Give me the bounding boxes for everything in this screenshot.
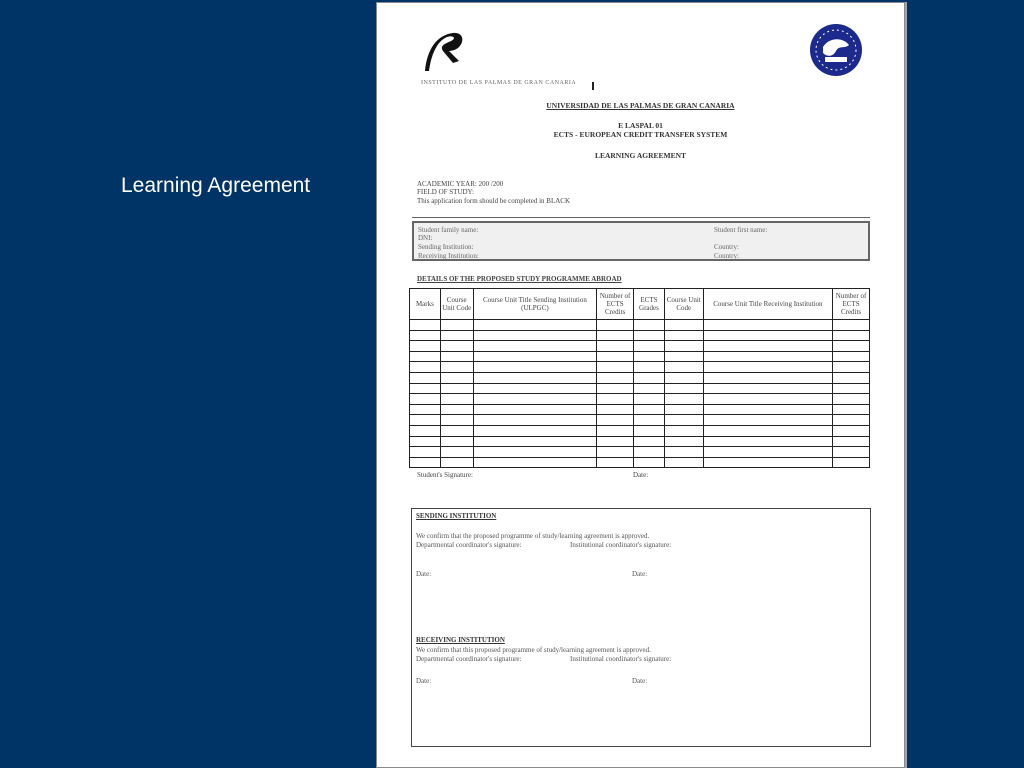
sending-confirm-text: We confirm that the proposed programme of study/learning agreement is approved. (416, 532, 650, 540)
table-row (410, 372, 870, 383)
table-cell (703, 383, 833, 394)
table-cell (703, 394, 833, 405)
table-cell (833, 447, 870, 458)
table-cell (440, 372, 473, 383)
table-cell (833, 330, 870, 341)
table-cell (634, 425, 665, 436)
table-row (410, 415, 870, 426)
table-cell (703, 404, 833, 415)
details-heading: DETAILS OF THE PROPOSED STUDY PROGRAMME ABROAD (417, 275, 622, 283)
student-family-name-label: Student family name: (418, 226, 479, 234)
table-cell (410, 425, 441, 436)
table-cell (597, 425, 634, 436)
table-cell (440, 415, 473, 426)
table-row (410, 351, 870, 362)
field-of-study: FIELD OF STUDY: (417, 188, 474, 196)
student-info-box (412, 221, 870, 261)
table-cell (634, 330, 665, 341)
table-cell (664, 404, 703, 415)
institution-line: INSTITUTO DE LAS PALMAS DE GRAN CANARIA (421, 80, 577, 86)
table-header: Course Unit Code (440, 289, 473, 320)
table-cell (634, 457, 665, 468)
slide-title: Learning Agreement (121, 174, 311, 197)
table-cell (703, 341, 833, 352)
table-cell (440, 457, 473, 468)
table-cell (410, 372, 441, 383)
table-cell (473, 436, 597, 447)
table-cell (597, 404, 634, 415)
text-cursor-mark (592, 82, 594, 90)
table-cell (833, 351, 870, 362)
table-cell (440, 383, 473, 394)
table-body (410, 320, 870, 468)
country-label: Country: (714, 252, 739, 260)
table-cell (833, 372, 870, 383)
dni-label: DNI: (418, 234, 433, 242)
table-cell (597, 351, 634, 362)
table-header: Course Unit Code (664, 289, 703, 320)
table-cell (664, 330, 703, 341)
table-cell (703, 457, 833, 468)
form-code: E LASPAL 01 (618, 121, 663, 130)
receiving-date-left: Date: (416, 677, 432, 685)
table-row (410, 457, 870, 468)
ects-line: ECTS - EUROPEAN CREDIT TRANSFER SYSTEM (553, 130, 728, 139)
table-cell (664, 351, 703, 362)
document-page (376, 2, 905, 768)
table-cell (833, 436, 870, 447)
table-cell (634, 372, 665, 383)
table-cell (597, 383, 634, 394)
table-cell (440, 320, 473, 331)
table-cell (597, 362, 634, 373)
table-row (410, 320, 870, 331)
table-cell (664, 394, 703, 405)
table-cell (634, 394, 665, 405)
table-cell (440, 394, 473, 405)
sending-inst-signature: Institutional coordinator's signature: (570, 541, 672, 549)
table-cell (833, 383, 870, 394)
table-row (410, 394, 870, 405)
table-cell (410, 330, 441, 341)
table-cell (597, 320, 634, 331)
table-cell (597, 457, 634, 468)
academic-year: ACADEMIC YEAR: 200 /200 (417, 180, 504, 188)
study-programme-table (409, 288, 870, 468)
table-cell (410, 404, 441, 415)
table-cell (410, 383, 441, 394)
table-cell (833, 362, 870, 373)
table-cell (664, 362, 703, 373)
table-cell (473, 457, 597, 468)
receiving-confirm-text: We confirm that this proposed programme of study/learning agreement is approved. (416, 646, 651, 654)
table-cell (703, 330, 833, 341)
table-cell (634, 404, 665, 415)
table-cell (703, 425, 833, 436)
table-cell (410, 436, 441, 447)
sending-dept-signature: Departmental coordinator's signature: (416, 541, 522, 549)
table-cell (473, 351, 597, 362)
table-cell (473, 372, 597, 383)
table-cell (634, 320, 665, 331)
table-cell (410, 341, 441, 352)
table-cell (440, 425, 473, 436)
table-cell (634, 436, 665, 447)
student-first-name-label: Student first name: (714, 226, 768, 234)
table-cell (410, 415, 441, 426)
table-cell (473, 383, 597, 394)
table-cell (410, 351, 441, 362)
table-cell (634, 362, 665, 373)
table-cell (664, 457, 703, 468)
table-row (410, 447, 870, 458)
receiving-inst-signature: Institutional coordinator's signature: (570, 655, 672, 663)
country-label: Country: (714, 243, 739, 251)
table-row (410, 436, 870, 447)
table-cell (634, 447, 665, 458)
table-cell (833, 415, 870, 426)
table-cell (703, 362, 833, 373)
table-cell (440, 362, 473, 373)
table-header: Course Unit Title Receiving Institution (703, 289, 833, 320)
table-cell (473, 425, 597, 436)
table-cell (473, 320, 597, 331)
table-cell (473, 404, 597, 415)
sending-date-left: Date: (416, 570, 432, 578)
table-cell (410, 394, 441, 405)
table-cell (664, 425, 703, 436)
table-cell (410, 447, 441, 458)
table-cell (703, 447, 833, 458)
divider (412, 217, 870, 218)
table-cell (473, 394, 597, 405)
receiving-institution-heading: RECEIVING INSTITUTION (416, 636, 505, 644)
institutions-box (411, 508, 871, 747)
table-cell (410, 362, 441, 373)
table-cell (473, 447, 597, 458)
sending-institution-heading: SENDING INSTITUTION (416, 512, 497, 520)
table-cell (440, 341, 473, 352)
receiving-date-right: Date: (632, 677, 648, 685)
table-cell (664, 436, 703, 447)
table-cell (597, 330, 634, 341)
table-cell (473, 341, 597, 352)
table-cell (703, 372, 833, 383)
table-cell (703, 415, 833, 426)
table-cell (410, 320, 441, 331)
table-cell (664, 341, 703, 352)
table-header: Number of ECTS Credits (597, 289, 634, 320)
table-header: ECTS Grades (634, 289, 665, 320)
student-signature-label: Student's Signature: (417, 471, 473, 479)
table-cell (664, 372, 703, 383)
table-cell (440, 436, 473, 447)
table-row (410, 425, 870, 436)
table-cell (703, 436, 833, 447)
table-row (410, 383, 870, 394)
table-header: Course Unit Title Sending Institution (ULPGC) (473, 289, 597, 320)
table-cell (833, 457, 870, 468)
table-cell (703, 351, 833, 362)
table-row (410, 362, 870, 373)
table-cell (597, 447, 634, 458)
table-cell (703, 320, 833, 331)
table-cell (473, 330, 597, 341)
table-cell (664, 447, 703, 458)
table-row (410, 330, 870, 341)
table-cell (664, 383, 703, 394)
instructions: This application form should be completed in BLACK (417, 197, 571, 205)
table-cell (440, 447, 473, 458)
table-header: Marks (410, 289, 441, 320)
table-cell (634, 351, 665, 362)
sending-date-right: Date: (632, 570, 648, 578)
table-cell (664, 415, 703, 426)
date-label: Date: (633, 471, 649, 479)
table-header: Number of ECTS Credits (833, 289, 870, 320)
table-cell (440, 351, 473, 362)
table-cell (473, 362, 597, 373)
form-title: LEARNING AGREEMENT (594, 151, 687, 160)
table-cell (833, 341, 870, 352)
sending-institution-label: Sending Institution: (418, 243, 474, 251)
table-cell (440, 330, 473, 341)
university-name: UNIVERSIDAD DE LAS PALMAS DE GRAN CANARIA (546, 101, 735, 110)
table-cell (634, 415, 665, 426)
receiving-dept-signature: Departmental coordinator's signature: (416, 655, 522, 663)
table-cell (597, 394, 634, 405)
table-cell (597, 415, 634, 426)
table-cell (440, 404, 473, 415)
receiving-institution-label: Receiving Institution: (418, 252, 479, 260)
table-cell (664, 320, 703, 331)
table-cell (833, 320, 870, 331)
table-cell (410, 457, 441, 468)
seal-icon (809, 23, 863, 77)
table-cell (634, 383, 665, 394)
table-cell (597, 372, 634, 383)
university-logo (419, 27, 467, 73)
table-row (410, 341, 870, 352)
table-cell (597, 436, 634, 447)
table-cell (634, 341, 665, 352)
table-cell (833, 404, 870, 415)
table-row (410, 404, 870, 415)
table-cell (597, 341, 634, 352)
table-cell (473, 415, 597, 426)
table-cell (833, 425, 870, 436)
table-cell (833, 394, 870, 405)
